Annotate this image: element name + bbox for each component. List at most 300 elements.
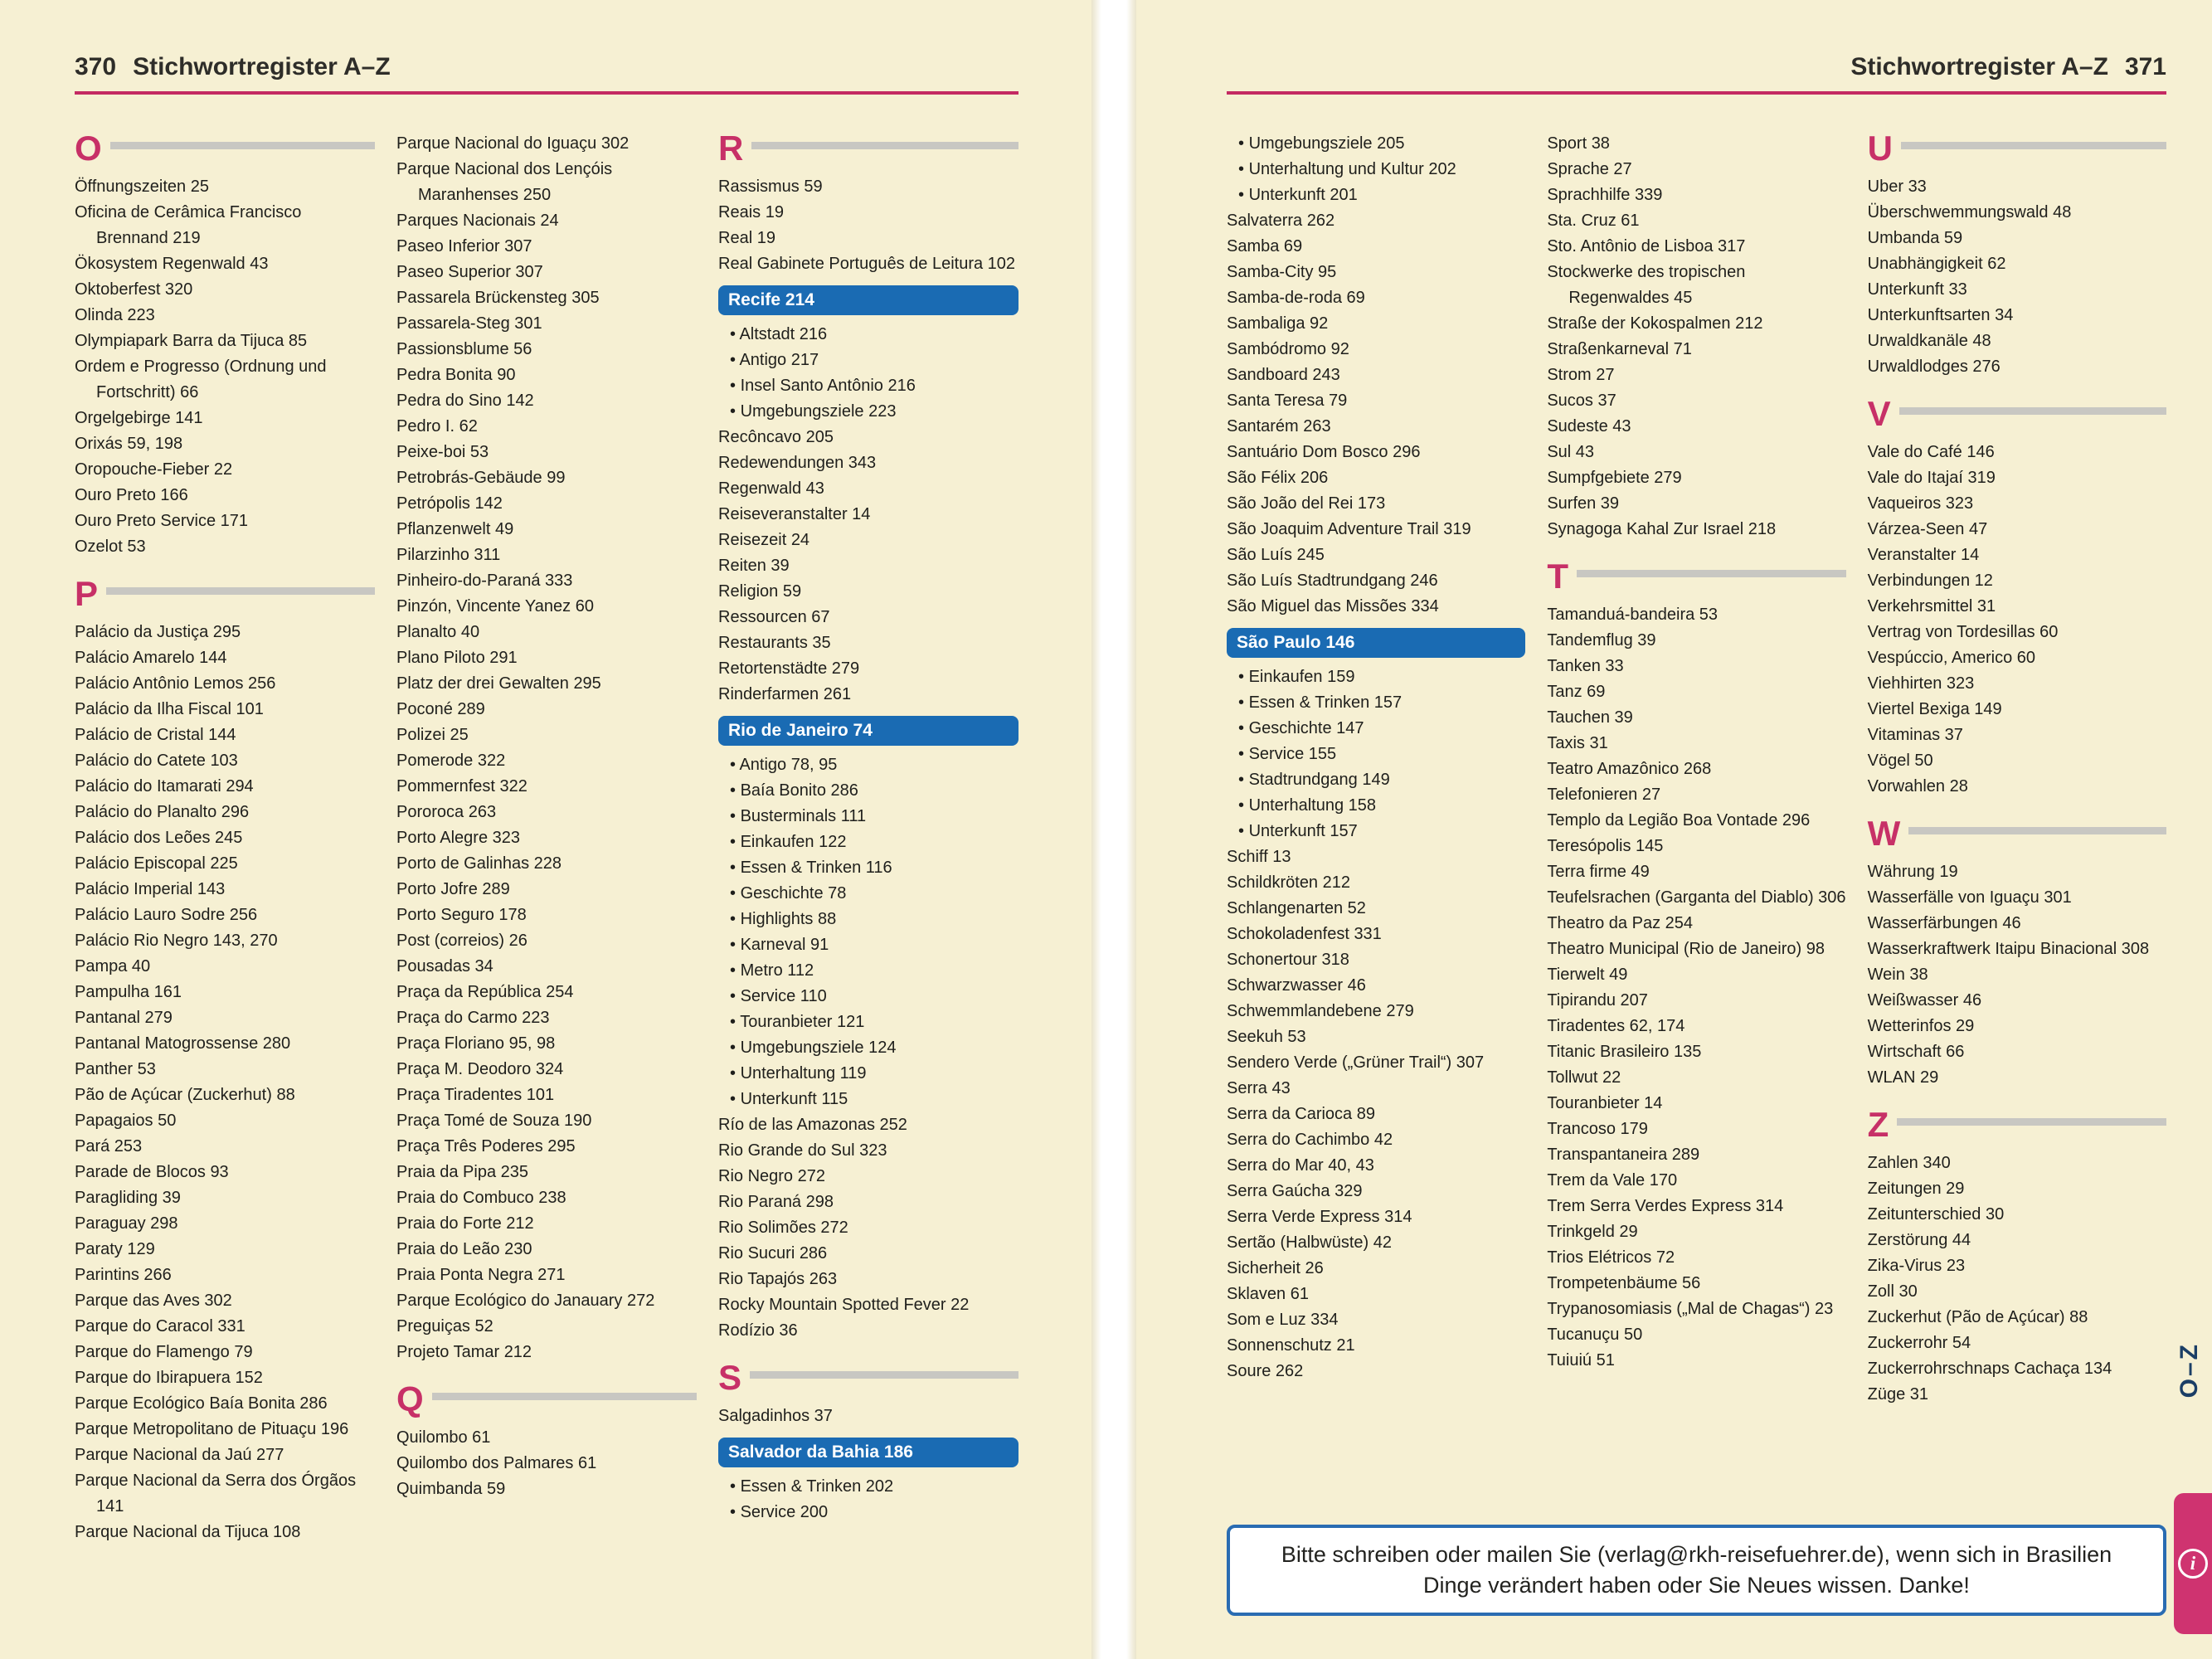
index-entry: Samba 69 bbox=[1227, 237, 1303, 255]
index-entry: Vale do Café 146 bbox=[1867, 443, 1995, 461]
index-entry: Pomerode 322 bbox=[396, 752, 506, 770]
index-entry: Taxis 31 bbox=[1547, 734, 1608, 752]
index-entry: Reisezeit 24 bbox=[718, 531, 810, 549]
index-entry: Trem da Vale 170 bbox=[1547, 1171, 1678, 1190]
index-entry: Sendero Verde („Grüner Trail“) 307 bbox=[1227, 1053, 1485, 1072]
index-entry: Praia do Forte 212 bbox=[396, 1214, 534, 1233]
index-entry: Praia da Pipa 235 bbox=[396, 1163, 529, 1181]
index-entry: Tanken 33 bbox=[1547, 657, 1624, 675]
index-subentry: • Stadtrundgang 149 bbox=[1227, 767, 1525, 793]
index-entry: São Miguel das Missões 334 bbox=[1227, 597, 1439, 615]
index-entry: Urwaldkanäle 48 bbox=[1867, 332, 1991, 350]
index-entry: Santuário Dom Bosco 296 bbox=[1227, 443, 1421, 461]
index-entry: Straßenkarneval 71 bbox=[1547, 340, 1692, 358]
index-entry: Tollwut 22 bbox=[1547, 1068, 1621, 1087]
section-letter-rule bbox=[1899, 407, 2166, 415]
index-entry: Pampulha 161 bbox=[75, 983, 182, 1001]
index-entry: Rio Paraná 298 bbox=[718, 1193, 834, 1211]
index-subentry: • Service 155 bbox=[1227, 742, 1525, 767]
index-entry: Sklaven 61 bbox=[1227, 1285, 1309, 1303]
index-entry: Züge 31 bbox=[1867, 1385, 1929, 1404]
index-subentry: • Unterhaltung und Kultur 202 bbox=[1227, 157, 1525, 182]
index-entry: São Luís 245 bbox=[1227, 546, 1325, 564]
index-subentry: • Metro 112 bbox=[718, 958, 1018, 984]
index-entry: Tuiuiú 51 bbox=[1547, 1351, 1615, 1370]
header-rule-right bbox=[1227, 91, 2166, 95]
index-entry: Praça Tiradentes 101 bbox=[396, 1086, 555, 1104]
header-rule-left bbox=[75, 91, 1018, 95]
index-entry: Touranbieter 14 bbox=[1547, 1094, 1663, 1112]
index-column-left-2 bbox=[396, 131, 697, 1545]
section-letter-rule bbox=[1577, 570, 1846, 577]
index-entry: Palácio Imperial 143 bbox=[75, 880, 226, 898]
index-entry: Oktoberfest 320 bbox=[75, 280, 193, 299]
index-column-right-2 bbox=[1547, 131, 1845, 1408]
header-line-left bbox=[75, 53, 1018, 81]
index-entry: Ouro Preto 166 bbox=[75, 486, 188, 504]
index-entry: Sprachhilfe 339 bbox=[1547, 186, 1663, 204]
index-entry: Sonnenschutz 21 bbox=[1227, 1336, 1355, 1355]
index-entry: Quimbanda 59 bbox=[396, 1480, 506, 1498]
index-entry: Pedra Bonita 90 bbox=[396, 366, 516, 384]
index-entry: Quilombo 61 bbox=[396, 1428, 491, 1447]
index-entry: Paragliding 39 bbox=[75, 1189, 181, 1207]
index-entry: Parintins 266 bbox=[75, 1266, 172, 1284]
feedback-note-text: Bitte schreiben oder mailen Sie (verlag@rkh-reisefuehrer.de), wenn sich in Brasilien Dinge verändert haben oder Sie Neues wissen. Danke! bbox=[1281, 1542, 2112, 1598]
page-370 bbox=[0, 0, 1091, 1659]
index-subentry: • Insel Santo Antônio 216 bbox=[718, 373, 1018, 399]
index-entry: Palácio Lauro Sodre 256 bbox=[75, 906, 258, 924]
section-letter-z bbox=[1868, 1107, 2166, 1142]
index-subentry: • Umgebungsziele 205 bbox=[1227, 131, 1525, 157]
index-column-left-3 bbox=[718, 131, 1018, 1545]
index-entry: Teufelsrachen (Garganta del Diablo) 306 bbox=[1547, 888, 1846, 907]
index-entry: Stockwerke des tropischen Regenwaldes 45 bbox=[1547, 263, 1746, 307]
index-entry: Parque Nacional da Tijuca 108 bbox=[75, 1523, 301, 1541]
index-subentry: • Essen & Trinken 116 bbox=[718, 855, 1018, 881]
index-entry: Uber 33 bbox=[1867, 178, 1927, 196]
index-entry: São João del Rei 173 bbox=[1227, 494, 1386, 513]
index-entry: Sicherheit 26 bbox=[1227, 1259, 1324, 1277]
index-entry: Orgelgebirge 141 bbox=[75, 409, 203, 427]
index-entry: Wasserkraftwerk Itaipu Binacional 308 bbox=[1867, 940, 2150, 958]
page-number-left: 370 bbox=[75, 53, 117, 80]
section-letter-rule bbox=[750, 1371, 1018, 1379]
index-entry: Rio Tapajós 263 bbox=[718, 1270, 838, 1288]
index-entry: Schiff 13 bbox=[1227, 848, 1291, 866]
index-entry: Parque Nacional da Serra dos Órgãos 141 bbox=[75, 1472, 357, 1515]
index-entry: Pflanzenwelt 49 bbox=[396, 520, 514, 538]
index-entry: Tipirandu 207 bbox=[1547, 991, 1648, 1010]
index-entry: Papagaios 50 bbox=[75, 1112, 177, 1130]
index-entry: Paraty 129 bbox=[75, 1240, 155, 1258]
index-entry: Zerstörung 44 bbox=[1867, 1231, 1971, 1249]
index-entry: Quilombo dos Palmares 61 bbox=[396, 1454, 597, 1472]
index-entry: Pinzón, Vincente Yanez 60 bbox=[396, 597, 594, 615]
section-letter-glyph: R bbox=[718, 129, 744, 168]
index-entry: Ouro Preto Service 171 bbox=[75, 512, 248, 530]
index-entry: Trinkgeld 29 bbox=[1547, 1223, 1638, 1241]
index-entry: Preguiças 52 bbox=[396, 1317, 493, 1335]
section-letter-rule bbox=[1908, 827, 2166, 834]
index-entry: Teatro Amazônico 268 bbox=[1547, 760, 1712, 778]
index-entry: Post (correios) 26 bbox=[396, 932, 527, 950]
index-entry: Reiten 39 bbox=[718, 557, 790, 575]
index-entry: Vögel 50 bbox=[1867, 752, 1933, 770]
index-entry: Pantanal 279 bbox=[75, 1009, 173, 1027]
index-entry: Petrobrás-Gebäude 99 bbox=[396, 469, 566, 487]
index-entry: Surfen 39 bbox=[1547, 494, 1620, 513]
index-entry: Verbindungen 12 bbox=[1867, 572, 1993, 590]
index-subentry: • Antigo 78, 95 bbox=[718, 752, 1018, 778]
index-column-right-1 bbox=[1227, 131, 1525, 1408]
section-letter-glyph: S bbox=[718, 1358, 742, 1397]
index-entry: Schokoladenfest 331 bbox=[1227, 925, 1382, 943]
index-entry: Praça do Carmo 223 bbox=[396, 1009, 550, 1027]
index-entry: Paseo Inferior 307 bbox=[396, 237, 532, 255]
index-entry: Praça M. Deodoro 324 bbox=[396, 1060, 564, 1078]
index-entry: Palácio Rio Negro 143, 270 bbox=[75, 932, 278, 950]
city-entry-heading: São Paulo 146 bbox=[1227, 628, 1525, 658]
section-letter-rule bbox=[751, 142, 1018, 149]
index-entry: Serra do Mar 40, 43 bbox=[1227, 1156, 1374, 1175]
index-entry: Rodízio 36 bbox=[718, 1321, 798, 1340]
page-header-right bbox=[1227, 53, 2166, 95]
index-entry: Palácio Amarelo 144 bbox=[75, 649, 227, 667]
index-entry: Palácio dos Leões 245 bbox=[75, 829, 243, 847]
index-entry: Pampa 40 bbox=[75, 957, 151, 975]
index-entry: Rio Solimões 272 bbox=[718, 1219, 848, 1237]
index-entry: Poconé 289 bbox=[396, 700, 485, 718]
index-entry: Rio Sucuri 286 bbox=[718, 1244, 828, 1262]
index-entry: Ökosystem Regenwald 43 bbox=[75, 255, 269, 273]
index-entry: Parque das Aves 302 bbox=[75, 1292, 232, 1310]
header-line-right bbox=[1227, 53, 2166, 81]
index-entry: Parque Nacional dos Lençóis Maranhenses 250 bbox=[396, 160, 613, 204]
index-entry: Pousadas 34 bbox=[396, 957, 493, 975]
index-columns-right bbox=[1227, 131, 2166, 1408]
section-letter-r bbox=[718, 131, 1018, 166]
index-entry: Sta. Cruz 61 bbox=[1547, 212, 1640, 230]
index-subentry: • Unterkunft 157 bbox=[1227, 819, 1525, 844]
index-entry: Parque Ecológico do Janauary 272 bbox=[396, 1292, 655, 1310]
index-entry: Terra firme 49 bbox=[1547, 863, 1650, 881]
index-entry: São Joaquim Adventure Trail 319 bbox=[1227, 520, 1471, 538]
index-entry: Soure 262 bbox=[1227, 1362, 1304, 1380]
section-letter-glyph: P bbox=[75, 574, 99, 613]
index-entry: Pedra do Sino 142 bbox=[396, 392, 534, 410]
index-entry: Praia Ponta Negra 271 bbox=[396, 1266, 566, 1284]
index-subentry: • Busterminals 111 bbox=[718, 804, 1018, 830]
index-entry: Veranstalter 14 bbox=[1867, 546, 1980, 564]
index-entry: Schlangenarten 52 bbox=[1227, 899, 1366, 917]
index-subentry: • Geschichte 78 bbox=[718, 881, 1018, 907]
index-entry: Wasserfärbungen 46 bbox=[1867, 914, 2021, 932]
index-entry: Synagoga Kahal Zur Israel 218 bbox=[1547, 520, 1777, 538]
section-letter-rule bbox=[1901, 142, 2166, 149]
index-subentry: • Unterhaltung 119 bbox=[718, 1061, 1018, 1087]
index-entry: Sambaliga 92 bbox=[1227, 314, 1329, 333]
section-letter-rule bbox=[106, 587, 375, 595]
index-entry: Polizei 25 bbox=[396, 726, 469, 744]
index-entry: Vorwahlen 28 bbox=[1867, 777, 1968, 795]
index-entry: Petrópolis 142 bbox=[396, 494, 503, 513]
index-subentry: • Einkaufen 159 bbox=[1227, 664, 1525, 690]
index-entry: Porto Jofre 289 bbox=[396, 880, 510, 898]
index-entry: Tanz 69 bbox=[1547, 683, 1606, 701]
index-column-left-1 bbox=[75, 131, 375, 1545]
index-entry: Ressourcen 67 bbox=[718, 608, 830, 626]
index-entry: Strom 27 bbox=[1547, 366, 1615, 384]
index-entry: Planalto 40 bbox=[396, 623, 480, 641]
index-entry: Vitaminas 37 bbox=[1867, 726, 1963, 744]
index-entry: Vespúccio, Americo 60 bbox=[1867, 649, 2035, 667]
index-entry: Rio Grande do Sul 323 bbox=[718, 1141, 887, 1160]
index-entry: Real 19 bbox=[718, 229, 775, 247]
index-entry: Sumpfgebiete 279 bbox=[1547, 469, 1682, 487]
index-entry: Paseo Superior 307 bbox=[396, 263, 543, 281]
index-entry: Theatro Municipal (Rio de Janeiro) 98 bbox=[1547, 940, 1825, 958]
index-entry: Palácio de Cristal 144 bbox=[75, 726, 236, 744]
info-chapter-tab bbox=[2174, 1493, 2212, 1634]
index-entry: Ozelot 53 bbox=[75, 538, 146, 556]
index-subentry: • Umgebungsziele 124 bbox=[718, 1035, 1018, 1061]
index-entry: Rocky Mountain Spotted Fever 22 bbox=[718, 1296, 970, 1314]
index-entry: Überschwemmungswald 48 bbox=[1867, 203, 2072, 221]
index-entry: Serra Verde Express 314 bbox=[1227, 1208, 1412, 1226]
index-entry: Regenwald 43 bbox=[718, 479, 824, 498]
index-entry: Palácio do Itamarati 294 bbox=[75, 777, 254, 795]
section-letter-p bbox=[75, 574, 375, 613]
index-entry: Praça Tomé de Souza 190 bbox=[396, 1112, 592, 1130]
page-gutter bbox=[1091, 0, 1136, 1659]
index-entry: Salgadinhos 37 bbox=[718, 1407, 833, 1425]
section-letter-glyph: O bbox=[75, 129, 102, 168]
index-entry: Ordem e Progresso (Ordnung und Fortschritt) 66 bbox=[75, 358, 327, 401]
index-entry: Pommernfest 322 bbox=[396, 777, 527, 795]
index-entry: Salvaterra 262 bbox=[1227, 212, 1335, 230]
index-entry: Zoll 30 bbox=[1867, 1282, 1918, 1301]
section-letter-o bbox=[75, 131, 375, 166]
section-letter-rule bbox=[1897, 1118, 2166, 1126]
index-entry: Unterkunft 33 bbox=[1867, 280, 1967, 299]
index-entry: Verkehrsmittel 31 bbox=[1867, 597, 1996, 615]
section-letter-glyph: T bbox=[1547, 557, 1568, 596]
index-entry: Trompetenbäume 56 bbox=[1547, 1274, 1701, 1292]
index-entry: Teresópolis 145 bbox=[1547, 837, 1664, 855]
index-entry: Trem Serra Verdes Express 314 bbox=[1547, 1197, 1784, 1215]
index-range-edge-label: O–Z bbox=[2176, 1342, 2203, 1399]
index-entry: Praça Três Poderes 295 bbox=[396, 1137, 576, 1155]
info-icon: i bbox=[2178, 1549, 2208, 1579]
index-entry: Oropouche-Fieber 22 bbox=[75, 460, 233, 479]
index-column-right-3 bbox=[1868, 131, 2166, 1408]
index-entry: Retortenstädte 279 bbox=[718, 659, 860, 678]
section-letter-t bbox=[1547, 559, 1845, 594]
section-letter-v bbox=[1867, 394, 2166, 433]
index-entry: Vale do Itajaí 319 bbox=[1867, 469, 1996, 487]
index-entry: Palácio do Planalto 296 bbox=[75, 803, 250, 821]
index-entry: Trios Elétricos 72 bbox=[1547, 1248, 1675, 1267]
index-entry: Sport 38 bbox=[1547, 134, 1610, 153]
index-entry: Parade de Blocos 93 bbox=[75, 1163, 229, 1181]
index-entry: Orixás 59, 198 bbox=[75, 435, 183, 453]
index-entry: Serra Gaúcha 329 bbox=[1227, 1182, 1363, 1200]
index-entry: Rinderfarmen 261 bbox=[718, 685, 852, 703]
index-subentry: • Unterhaltung 158 bbox=[1227, 793, 1525, 819]
index-entry: Várzea-Seen 47 bbox=[1867, 520, 1988, 538]
index-entry: Transpantaneira 289 bbox=[1547, 1146, 1700, 1164]
index-entry: Paraguay 298 bbox=[75, 1214, 178, 1233]
index-entry: Umbanda 59 bbox=[1867, 229, 1963, 247]
index-entry: Serra da Carioca 89 bbox=[1227, 1105, 1375, 1123]
index-entry: Sudeste 43 bbox=[1547, 417, 1631, 435]
index-entry: Rassismus 59 bbox=[718, 178, 823, 196]
section-letter-rule bbox=[432, 1393, 697, 1400]
index-entry: Öffnungszeiten 25 bbox=[75, 178, 209, 196]
index-entry: Parque Metropolitano de Pituaçu 196 bbox=[75, 1420, 349, 1438]
index-entry: Real Gabinete Português de Leitura 102 bbox=[718, 255, 1016, 273]
index-entry: Porto Seguro 178 bbox=[396, 906, 527, 924]
index-entry: Porto Alegre 323 bbox=[396, 829, 520, 847]
index-entry: Palácio Antônio Lemos 256 bbox=[75, 674, 276, 693]
page-number-right: 371 bbox=[2124, 53, 2166, 80]
index-entry: Parque do Flamengo 79 bbox=[75, 1343, 253, 1361]
page-header-left bbox=[75, 53, 1018, 95]
index-entry: Pororoca 263 bbox=[396, 803, 497, 821]
index-entry: Praia do Combuco 238 bbox=[396, 1189, 566, 1207]
index-entry: Parques Nacionais 24 bbox=[396, 212, 559, 230]
index-entry: Sul 43 bbox=[1547, 443, 1595, 461]
index-entry: Schwarzwasser 46 bbox=[1227, 976, 1366, 995]
index-subentry: • Highlights 88 bbox=[718, 907, 1018, 932]
index-entry: Schildkröten 212 bbox=[1227, 873, 1350, 892]
index-subentry: • Service 110 bbox=[718, 984, 1018, 1010]
index-entry: Porto de Galinhas 228 bbox=[396, 854, 562, 873]
index-entry: Palácio da Justiça 295 bbox=[75, 623, 241, 641]
index-entry: Parque Nacional do Iguaçu 302 bbox=[396, 134, 630, 153]
index-entry: Wetterinfos 29 bbox=[1867, 1017, 1975, 1035]
index-entry: Serra 43 bbox=[1227, 1079, 1291, 1097]
index-subentry: • Touranbieter 121 bbox=[718, 1010, 1018, 1035]
index-entry: Viertel Bexiga 149 bbox=[1867, 700, 2002, 718]
index-columns-left bbox=[75, 131, 1018, 1545]
index-entry: Samba-de-roda 69 bbox=[1227, 289, 1365, 307]
section-letter-w bbox=[1868, 816, 2166, 851]
index-subentry: • Essen & Trinken 202 bbox=[718, 1474, 1018, 1500]
index-entry: Tamanduá-bandeira 53 bbox=[1547, 606, 1719, 624]
index-entry: Platz der drei Gewalten 295 bbox=[396, 674, 601, 693]
index-entry: Parque Ecológico Baía Bonita 286 bbox=[75, 1394, 328, 1413]
index-entry: Río de las Amazonas 252 bbox=[718, 1116, 907, 1134]
index-entry: Seekuh 53 bbox=[1227, 1028, 1306, 1046]
section-letter-s bbox=[718, 1360, 1018, 1395]
city-entry-heading: Rio de Janeiro 74 bbox=[718, 716, 1018, 746]
index-entry: Sucos 37 bbox=[1547, 392, 1616, 410]
index-entry: Rio Negro 272 bbox=[718, 1167, 825, 1185]
index-entry: Straße der Kokospalmen 212 bbox=[1547, 314, 1763, 333]
index-entry: Samba-City 95 bbox=[1227, 263, 1337, 281]
index-entry: Sambódromo 92 bbox=[1227, 340, 1349, 358]
section-letter-rule bbox=[110, 142, 375, 149]
section-letter-glyph: Q bbox=[396, 1379, 424, 1418]
page-title-right: Stichwortregister A–Z bbox=[1850, 53, 2108, 80]
page-371 bbox=[1136, 0, 2212, 1659]
index-entry: Zuckerrohr 54 bbox=[1867, 1334, 1971, 1352]
index-entry: Recôncavo 205 bbox=[718, 428, 834, 446]
index-entry: Viehhirten 323 bbox=[1867, 674, 1975, 693]
index-entry: Passarela-Steg 301 bbox=[396, 314, 542, 333]
index-entry: Zuckerhut (Pão de Açúcar) 88 bbox=[1867, 1308, 2088, 1326]
index-entry: Santarém 263 bbox=[1227, 417, 1331, 435]
index-entry: Panther 53 bbox=[75, 1060, 156, 1078]
index-entry: Wein 38 bbox=[1867, 966, 1928, 984]
section-letter-glyph: Z bbox=[1867, 1105, 1889, 1144]
index-entry: Parque do Ibirapuera 152 bbox=[75, 1369, 263, 1387]
section-letter-glyph: W bbox=[1867, 814, 1901, 853]
index-entry: Wasserfälle von Iguaçu 301 bbox=[1867, 888, 2072, 907]
index-entry: Schonertour 318 bbox=[1227, 951, 1349, 969]
index-entry: Palácio do Catete 103 bbox=[75, 752, 238, 770]
index-entry: Pilarzinho 311 bbox=[396, 546, 501, 564]
index-entry: Reiseveranstalter 14 bbox=[718, 505, 871, 523]
index-entry: Tucanuçu 50 bbox=[1547, 1326, 1643, 1344]
index-entry: Serra do Cachimbo 42 bbox=[1227, 1131, 1393, 1149]
index-entry: Zuckerrohrschnaps Cachaça 134 bbox=[1867, 1360, 2112, 1378]
index-entry: Oficina de Cerâmica Francisco Brennand 219 bbox=[75, 203, 302, 247]
index-entry: Santa Teresa 79 bbox=[1227, 392, 1348, 410]
index-entry: Pedro I. 62 bbox=[396, 417, 478, 435]
index-entry: Wirtschaft 66 bbox=[1867, 1043, 1965, 1061]
index-entry: Olinda 223 bbox=[75, 306, 155, 324]
index-entry: Trancoso 179 bbox=[1547, 1120, 1648, 1138]
index-entry: Weißwasser 46 bbox=[1867, 991, 1982, 1010]
index-entry: Vaqueiros 323 bbox=[1867, 494, 1974, 513]
index-entry: Währung 19 bbox=[1867, 863, 1958, 881]
city-entry-heading: Recife 214 bbox=[718, 285, 1018, 315]
section-letter-glyph: U bbox=[1867, 129, 1893, 168]
index-entry: Zahlen 340 bbox=[1867, 1154, 1951, 1172]
index-entry: Passionsblume 56 bbox=[396, 340, 532, 358]
index-entry: Zeitunterschied 30 bbox=[1867, 1205, 2005, 1224]
index-entry: Praça da República 254 bbox=[396, 983, 574, 1001]
index-entry: Sprache 27 bbox=[1547, 160, 1632, 178]
index-entry: Zika-Virus 23 bbox=[1867, 1257, 1966, 1275]
index-subentry: • Unterkunft 115 bbox=[718, 1087, 1018, 1112]
index-entry: Sandboard 243 bbox=[1227, 366, 1340, 384]
section-letter-glyph: V bbox=[1867, 394, 1891, 433]
index-entry: Passarela Brückensteg 305 bbox=[396, 289, 600, 307]
index-entry: Plano Piloto 291 bbox=[396, 649, 518, 667]
index-entry: Zeitungen 29 bbox=[1867, 1180, 1965, 1198]
index-entry: Tandemflug 39 bbox=[1547, 631, 1656, 649]
index-subentry: • Geschichte 147 bbox=[1227, 716, 1525, 742]
index-entry: Palácio da Ilha Fiscal 101 bbox=[75, 700, 264, 718]
index-entry: São Luís Stadtrundgang 246 bbox=[1227, 572, 1438, 590]
index-entry: Praia do Leão 230 bbox=[396, 1240, 532, 1258]
index-subentry: • Antigo 217 bbox=[718, 348, 1018, 373]
index-entry: Sertão (Halbwüste) 42 bbox=[1227, 1233, 1392, 1252]
index-subentry: • Service 200 bbox=[718, 1500, 1018, 1525]
index-subentry: • Umgebungsziele 223 bbox=[718, 399, 1018, 425]
index-entry: Reais 19 bbox=[718, 203, 784, 221]
index-entry: Pinheiro-do-Paraná 333 bbox=[396, 572, 573, 590]
index-subentry: • Essen & Trinken 157 bbox=[1227, 690, 1525, 716]
index-entry: Restaurants 35 bbox=[718, 634, 831, 652]
index-entry: Projeto Tamar 212 bbox=[396, 1343, 532, 1361]
index-entry: Tierwelt 49 bbox=[1547, 966, 1628, 984]
index-entry: Olympiapark Barra da Tijuca 85 bbox=[75, 332, 308, 350]
